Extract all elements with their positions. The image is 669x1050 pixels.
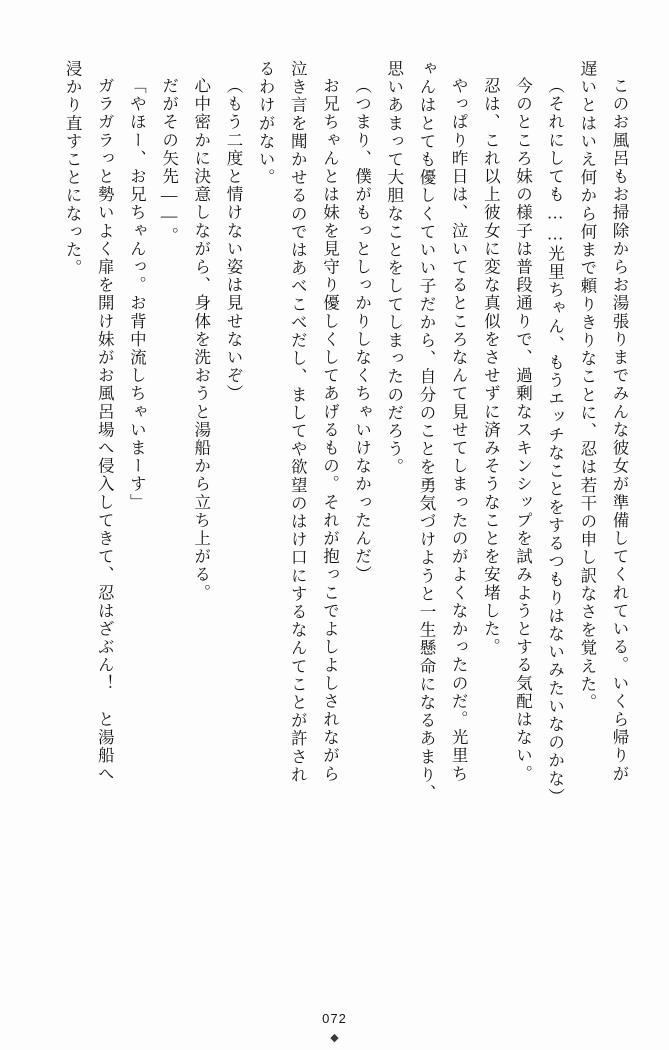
page-number: 072: [322, 1011, 347, 1026]
paragraph: このお風呂もお掃除からお湯張りまでみんな彼女が準備してくれている。いくら帰りが: [610, 76, 629, 783]
paragraph: お兄ちゃんとは妹を見守り優しくしてあげるもの。それが抱っこでよしよしされながら: [320, 76, 340, 783]
paragraph: ガラガラっと勢いよく扉を開け妹がお風呂場へ侵入してきて、忍はざぶん！ と湯船へ: [95, 76, 115, 783]
paragraph: 泣き言を聞かせるのではあべこべだし、ましてや欲望のはけ口にするなんてことが許され: [288, 60, 308, 784]
paragraph: 忍は、これ以上彼女に変な真似をさせずに済みそうなことを安堵した。: [481, 76, 501, 656]
paragraph: るわけがない。: [256, 60, 276, 187]
footer-ornament-icon: ◆: [330, 1032, 339, 1044]
paragraph: ゃんはとても優しくていい子だから、自分のことを勇気づけようと一生懸命になるあまり、: [416, 60, 436, 803]
paragraph: だがその矢先――。: [159, 76, 179, 245]
paragraph: （もう二度と情けない姿は見せないぞ）: [223, 76, 243, 403]
paragraph: 思いあまって大胆なことをしてしまったのだろう。: [384, 60, 404, 477]
paragraph: （つまり、僕がもっとしっかりしなくちゃいけなかったんだ）: [352, 76, 372, 584]
paragraph: 今のところ妹の様子は普段通りで、過剰なスキンシップを試みようとする気配はない。: [513, 76, 533, 783]
paragraph: 心中密かに決意しながら、身体を洗おうと湯船から立ち上がる。: [191, 76, 211, 602]
paragraph: 「やほー、お兄ちゃんっ。お背中流しちゃいまーす」: [127, 76, 147, 511]
paragraph: （それにしても……光里ちゃん、もうエッチなことをするつもりはないみたいなのかな）: [545, 76, 565, 806]
paragraph: 浸かり直すことになった。: [63, 60, 83, 278]
paragraph: 遅いとはいえ何から何まで頼りきりなことに、忍は若干の申し訳なさを覚えた。: [577, 60, 597, 712]
paragraph: やっぱり昨日は、泣いてるところなんて見せてしまったのがよくなかったのだ。光里ち: [449, 76, 469, 783]
page-body-text: [35, 60, 635, 960]
